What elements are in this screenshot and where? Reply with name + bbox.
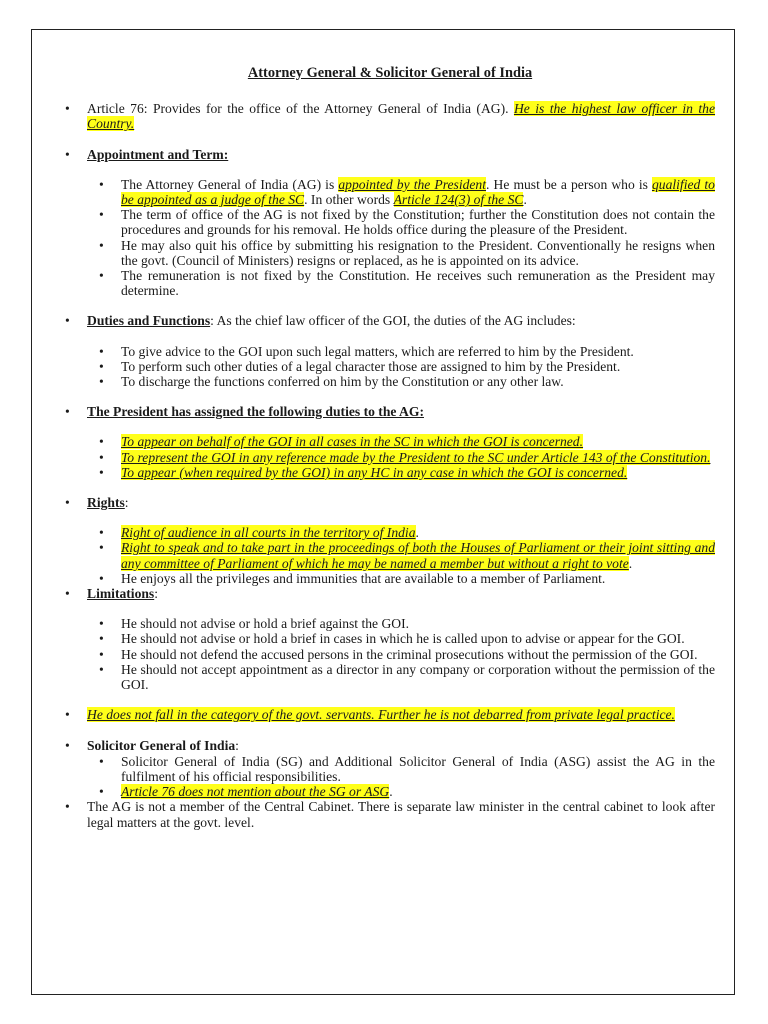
govt-note-item — [65, 707, 715, 722]
section-heading: Limitations — [87, 586, 155, 602]
list-item: • To give advice to the GOI upon such legal matters, which are referred to him by the President. — [87, 344, 715, 359]
appointment-section — [65, 147, 715, 299]
list-item: • To appear (when required by the GOI) in any HC in any case in which the GOI is concerned. — [87, 465, 715, 480]
section-heading: The President has assigned the following duties to the AG: — [87, 404, 424, 420]
sg-section: • Solicitor General of India: • Solicitor General of India (SG) and Additional Solicitor General of India (ASG) assist the AG in the fulfilment of his official responsibilities. • Article 76 does not mention about the SG or ASG. — [65, 738, 715, 800]
list-item: • He should not advise or hold a brief in cases in which he is called upon to advise or appear for the GOI. — [87, 631, 715, 646]
rights-list — [87, 525, 715, 586]
duties-section: • Duties and Functions: As the chief law officer of the GOI, the duties of the AG includes: • To give advice to the GOI upon such legal matters, which are referred to him by the President. • To perform such other duties of a legal character those are assigned to him by the President. • To discharge the functions conferred on him by the Constitution or any other law. — [65, 313, 715, 389]
list-item: • Solicitor General of India (SG) and Additional Solicitor General of India (ASG) assist the AG in the fulfilment of his official responsibilities. — [87, 754, 715, 784]
highlight: He does not fall in the category of the govt. servants. Further he is not debarred from private legal practice. — [87, 707, 675, 723]
list-item: • To discharge the functions conferred on him by the Constitution or any other law. — [87, 374, 715, 389]
appointment-list — [87, 177, 715, 299]
list-item: • He should not advise or hold a brief against the GOI. — [87, 616, 715, 631]
list-item: • The Attorney General of India (AG) is appointed by the President. He must be a person who is qualified to be appointed as a judge of the SC. In other words Article 124(3) of the SC. — [87, 177, 715, 207]
highlight: He is the highest law officer in the Country. — [87, 101, 716, 132]
document-body — [65, 66, 715, 830]
list-item: • To perform such other duties of a legal character those are assigned to him by the President. — [87, 359, 715, 374]
main-list — [65, 101, 715, 830]
section-heading: Duties and Functions — [87, 313, 211, 329]
document-title: Attorney General & Solicitor General of India — [247, 65, 533, 81]
limitations-list — [87, 616, 715, 692]
cabinet-note-item: • The AG is not a member of the Central Cabinet. There is separate law minister in the central cabinet to look after legal matters at the govt. level. — [65, 799, 715, 829]
section-heading: Solicitor General of India — [87, 737, 236, 753]
list-item: • To appear on behalf of the GOI in all cases in the SC in which the GOI is concerned. — [87, 434, 715, 449]
president-section — [65, 404, 715, 480]
sg-list — [87, 754, 715, 800]
president-list — [87, 434, 715, 480]
list-item: • The remuneration is not fixed by the Constitution. He receives such remuneration as the President may determine. — [87, 268, 715, 298]
intro-item: • Article 76: Provides for the office of the Attorney General of India (AG). He is the highest law officer in the Country. — [65, 101, 715, 131]
list-item: • The term of office of the AG is not fixed by the Constitution; further the Constitution does not contain the procedures and grounds for his removal. He holds office during the pleasure of the President. — [87, 207, 715, 237]
list-item: • To represent the GOI in any reference made by the President to the SC under Article 143 of the Constitution. — [87, 450, 715, 465]
list-item: • Right of audience in all courts in the territory of India. — [87, 525, 715, 540]
list-item: • Article 76 does not mention about the SG or ASG. — [87, 784, 715, 799]
list-item: • He may also quit his office by submitting his resignation to the President. Conventionally he resigns when the govt. (Council of Ministers) resigns or replaced, as he is appointed on its advice. — [87, 238, 715, 268]
list-item: • Right to speak and to take part in the proceedings of both the Houses of Parliament or their joint sitting and any committee of Parliament of which he may be named a member but without a right to vote. — [87, 540, 715, 570]
document-page — [31, 29, 735, 995]
duties-list — [87, 344, 715, 390]
list-item: • He should not accept appointment as a director in any company or corporation without the permission of the GOI. — [87, 662, 715, 692]
limitations-section: • Limitations: • He should not advise or hold a brief against the GOI. • He should not advise or hold a brief in cases in which he is called upon to advise or appear for the GOI. • He should not defend the accused persons in the criminal prosecutions without the permission of the GOI. • He should not accept appointment as a director in any company or corporation without the permission of the GOI. — [65, 586, 715, 692]
rights-section: • Rights: • Right of audience in all courts in the territory of India. • Right to speak and to take part in the proceedings of both the Houses of Parliament or their joint sitting and any committee of Parliament of which he may be named a member but without a right to vote. • He enjoys all the privileges and immunities that are available to a member of Parliament. — [65, 495, 715, 586]
section-heading: Appointment and Term: — [87, 146, 229, 162]
list-item: • He should not defend the accused persons in the criminal prosecutions without the permission of the GOI. — [87, 647, 715, 662]
section-heading: Rights — [87, 495, 125, 511]
list-item: • He enjoys all the privileges and immunities that are available to a member of Parliament. — [87, 571, 715, 586]
